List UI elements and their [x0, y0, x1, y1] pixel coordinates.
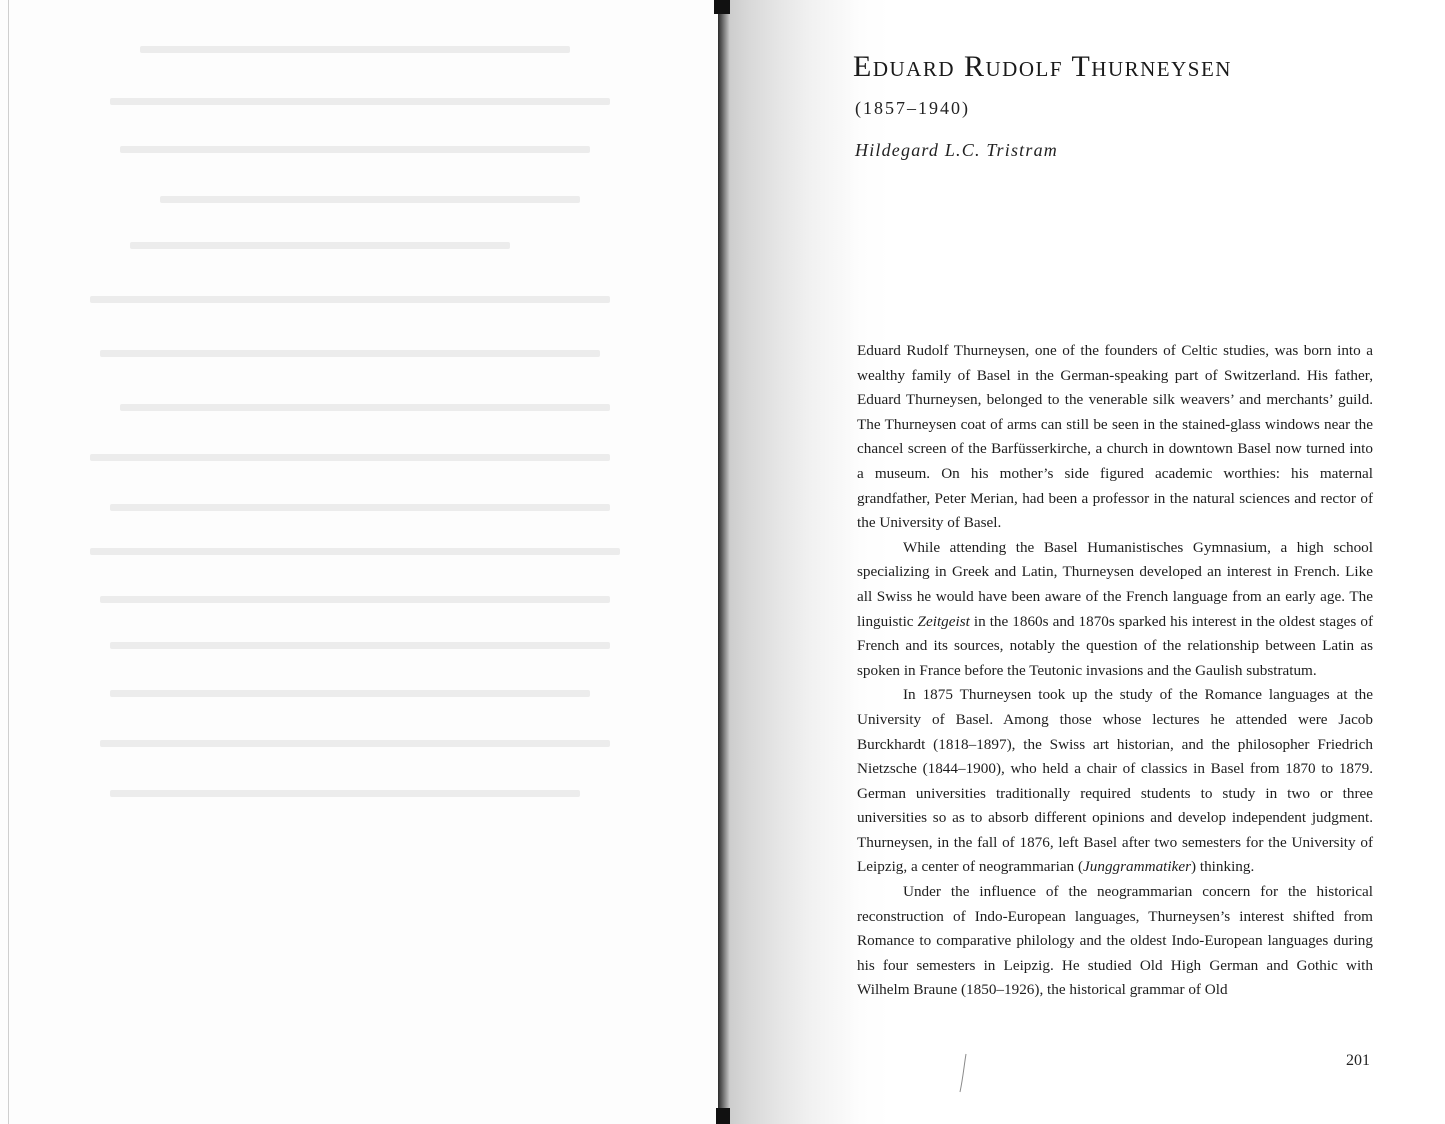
bleed-through-line	[100, 740, 610, 747]
bleed-through-line	[110, 690, 590, 697]
chapter-author: Hildegard L.C. Tristram	[855, 140, 1058, 160]
paragraph-3	[857, 683, 1373, 880]
bleed-through-line	[110, 642, 610, 649]
emphasis-zeitgeist: Zeitgeist	[917, 612, 970, 630]
paragraph-1: Eduard Rudolf Thurneysen, one of the founders of Celtic studies, was born into a wealthy family of Basel in the German-speaking part of Switzerland. His father, Eduard Thurneysen, belonged to the venerable silk weavers’ and merchants’ guild. The Thurneysen coat of arms can still be seen in the stained-glass windows near the chancel screen of the Barfüsserkirche, a church in downtown Basel now turned into a museum. On his mother’s side figured academic worthies: his maternal grandfather, Peter Merian, had been a professor in the natural sciences and rector of the University of Basel.	[857, 342, 1373, 532]
chapter-dates: (1857–1940)	[855, 98, 970, 118]
bleed-through-line	[130, 242, 510, 249]
paragraph-2-text-b: in the 1860s and 1870s sparked his interest in the oldest stages of French and its sources, notably the question of the relationship between Latin as spoken in France before the Teutonic invasions and the Gaulish substratum.	[857, 612, 1373, 679]
paragraph-3-text-b: ) thinking.	[1191, 858, 1255, 876]
bleed-through-line	[110, 790, 580, 797]
left-page-blank	[0, 0, 722, 1124]
chapter-title: Eduard Rudolf Thurneysen	[853, 50, 1232, 83]
bleed-through-line	[100, 350, 600, 357]
page-edge-line	[8, 0, 9, 1124]
paragraph-3-text-a: In 1875 Thurneysen took up the study of the Romance languages at the University of Basel. Among those whose lectures he attended were Jacob Burckhardt (1818–1897), the Swiss art historian, and the philosopher Friedrich Nietzsche (1844–1900), who held a chair of classics in Basel from 1870 to 1879. German universities traditionally required students to study in two or three universities so as to absorb different opinions and develop independent judgment. Thurneysen, in the fall of 1876, left Basel after two semesters for the University of Leipzig, a center of neogrammarian (	[857, 686, 1373, 876]
bleed-through-line	[90, 454, 610, 461]
bleed-through-line	[90, 296, 610, 303]
bleed-through-line	[110, 504, 610, 511]
bleed-through-line	[140, 46, 570, 53]
bleed-through-line	[90, 548, 620, 555]
bleed-through-line	[120, 404, 610, 411]
chapter-body	[857, 339, 1373, 1003]
bleed-through-line	[160, 196, 580, 203]
pencil-mark-icon	[958, 1052, 968, 1094]
paragraph-2-text-a: While attending the Basel Humanistisches Gymnasium, a high school specializing in Greek and Latin, Thurneysen developed an interest in French. Like all Swiss he would have been aware of the French language from an early age. The linguistic	[857, 538, 1373, 630]
book-spine	[718, 0, 730, 1124]
bleed-through-line	[100, 596, 610, 603]
paragraph-2	[857, 536, 1373, 684]
paragraph-4: Under the influence of the neogrammarian concern for the historical reconstruction of Indo-European languages, Thurneysen’s interest shifted from Romance to comparative philology and the oldest Indo-European languages during his four semesters in Leipzig. He studied Old High German and Gothic with Wilhelm Braune (1850–1926), the historical grammar of Old	[857, 883, 1373, 999]
bleed-through-line	[120, 146, 590, 153]
bleed-through-line	[110, 98, 610, 105]
emphasis-junggrammatiker: Junggrammatiker	[1083, 858, 1191, 876]
page-number: 201	[1346, 1052, 1370, 1069]
